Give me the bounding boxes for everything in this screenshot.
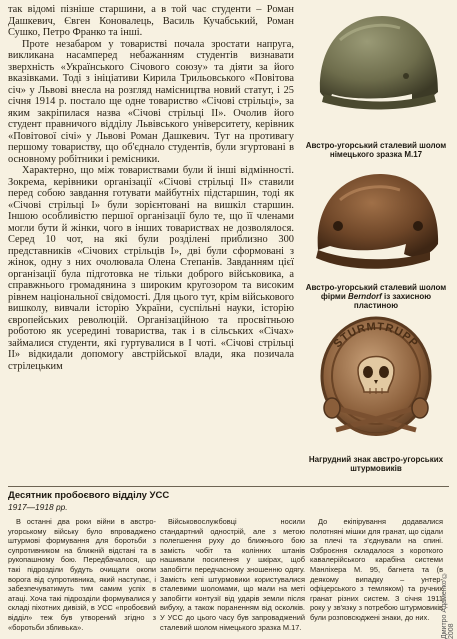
section-divider xyxy=(8,486,449,487)
figure-caption: Нагрудний знак австро-угорських штурмовиків xyxy=(308,455,444,474)
bottom-paragraph: До екіпірування додавалися полотняні мішки для гранат, що сідали за плечі та з'єднували на спині. Озброєння складалося з короткого кавалерійського карабіна системи Манліхера М. 95, багнета та (в деякому випадку – унтер-офіцерського з темляком) та ручних гранат різних систем. З січня 1911 року у зв'язку з потребою штурмовиків були розповсюджені знаки, до них. xyxy=(310,517,443,622)
main-article-column xyxy=(8,4,294,372)
badge-inscription: STURMTRUPP xyxy=(331,320,421,351)
article-paragraph: Характерно, що між товариствами були й інші відмінності. Зокрема, керівники організації «Січові стрільці II» ставили перед собою завдання готувати майбутніх підстаршин, тоді як «Січові стрільці I» були зорієнтовані на вишкіл старшин. Іншою особливістю першої організації було те, що її членами могли бути й жінки, чого в інших товариствах не дозволялося. Серед 10 чот, на які були розділені приблизно 300 представників «Січових стрільців I», дві були сформовані з жінок, одну з них очолювала Олена Степанів. Завданням цієї організації була підготовка не тільки доброго військовика, а справжнього громадянина з широким кругозором та високим рівнем національної свідомості. Для цього тут, крім військового вишколу, вивчали історію України, суспільні науки, історію європейських революцій. Організаційною та просвітньою роботою як усередині товариства, так і в сільських «Січах» займалися студенти, які гуртувалися в І чоті. «Січові стрільці II» відкидали допомогу австрійської влади, яка позичала стрілецьким xyxy=(8,165,294,372)
section-subtitle: 1917—1918 рр. xyxy=(8,502,68,512)
article-paragraph: так відомі пізніше старшини, а в той час студенти – Роман Дашкевич, Євген Коновалець, Василь Кучабський, Роман Сушко, Петро Франко та інші. xyxy=(8,4,294,38)
bottom-paragraph: В останні два роки війни в австро-угорському війську було впроваджено штурмові формування для боротьби з супротивником на ближній відстані та в рукопашному бою. Передбачалося, що такі підрозділи будуть очищати окопи ворога від супротивника, який наступає, і забезпечуватимуть тим самим успіх в атаці. Хоча такі підрозділи формувалися у складі піхотних дивізій, в УСС «пробоєвий відділ» теж був утворений згідно з «боротьби збливька». xyxy=(8,517,156,632)
caption-text: Австро-угорський сталевий шолом фірми xyxy=(305,283,447,302)
bottom-paragraph: Військовослужбовці носили стандартний однострій, але з метою полегшення руху до ближнього бою замість чобіт та колінних штанів нашивали посилення у шкірах, щоб запобігти передчасному зношенню одягу. Замість кепі штурмовики користувалися сталевими шоломами, що мали на меті запобігти контузії від ударів земли після вибуху, а також пораненням від осколків. У УСС до цього часу був запроваджений сталевий шолом німецького зразка М.17. xyxy=(160,517,305,632)
figure-caption: Австро-угорський сталевий шолом німецького зразка М.17 xyxy=(305,141,447,160)
caption-text: із захисною пластиною xyxy=(353,292,432,311)
helmet-berndorf-image xyxy=(300,164,452,276)
bottom-column-2 xyxy=(160,517,305,632)
helmet-m17-image xyxy=(300,0,452,132)
figure-helmet-berndorf xyxy=(300,164,452,311)
article-paragraph: Проте незабаром у товаристві почала зростати напруга, викликана насамперед небажанням студентів визнавати зверхність «Українського Січового союзу» та діяти за його вказівками. Тоді з ініціативи Кирила Трильовського «Повітова січ» у Львові внесла на розгляд намісництва новий статут, і 25 січня 1914 р. постало ще одне товариство «Січові стрільці», за яким закріпилася назва «Січові стрільці II». Очолив його студент правничого відділу Львівського університету, керівник «Повітової січі» у Львові Роман Дашкевич. Тут на противагу першому товариству, що об'єднало студентів, були згуртовані в основному робітники і ремісники. xyxy=(8,38,294,165)
caption-brand: Berndorf xyxy=(347,292,382,302)
bottom-column-1 xyxy=(8,517,156,632)
figure-helmet-m17 xyxy=(300,0,452,159)
bottom-column-3 xyxy=(310,517,443,623)
section-title: Десятник пробоєвого відділу УСС xyxy=(8,490,170,501)
figure-caption xyxy=(300,283,452,311)
figure-stormtrooper-badge xyxy=(300,308,452,473)
photo-credit: Дмитро Адаменко © 2008 xyxy=(441,571,455,639)
stormtrooper-badge-image xyxy=(300,308,452,448)
